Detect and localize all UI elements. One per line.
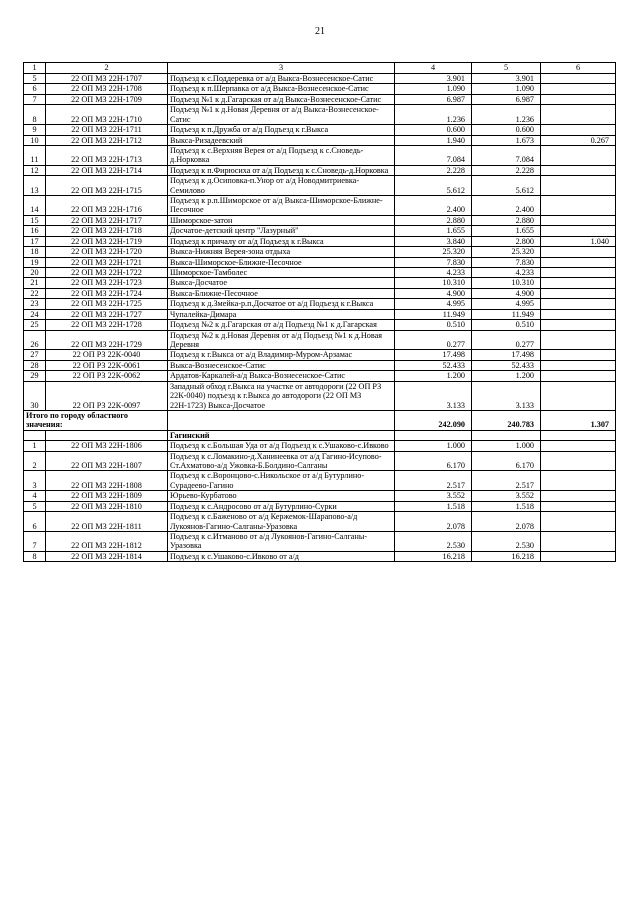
table-cell: 10 [24, 135, 46, 145]
table-cell: Выкса-Вознесенское-Сатис [168, 360, 395, 370]
table-cell: 22 ОП МЗ 22Н-1808 [46, 471, 168, 491]
table-cell: Юрьево-Курбатово [168, 491, 395, 501]
table-cell: 7 [24, 94, 46, 104]
table-cell: 2.800 [472, 236, 541, 246]
roads-table [23, 62, 616, 562]
table-row [24, 288, 616, 298]
table-cell: 26 [24, 330, 46, 350]
table-cell [541, 268, 616, 278]
section-row [24, 430, 616, 440]
table-cell: 22 ОП МЗ 22Н-1711 [46, 125, 168, 135]
table-cell: 4.233 [472, 268, 541, 278]
table-cell: 7 [24, 531, 46, 551]
table-cell: 4.900 [395, 288, 472, 298]
table-row [24, 531, 616, 551]
table-cell: 25.320 [472, 247, 541, 257]
table-cell: 0.600 [395, 125, 472, 135]
table-cell: 2.517 [472, 471, 541, 491]
table-cell: 2.517 [395, 471, 472, 491]
table-cell [541, 196, 616, 216]
table-cell: 0.600 [472, 125, 541, 135]
table-cell: 13 [24, 176, 46, 196]
table-cell [46, 430, 168, 440]
table-cell: Подъезд к с.Ломакино-д.Ханинеевка от а/д Гагино-Исупово-Ст.Ахматово-а/д Ужовка-Б.Болдино-Салганы [168, 451, 395, 471]
table-cell: 22 ОП МЗ 22Н-1707 [46, 74, 168, 84]
table-cell: 7.830 [395, 257, 472, 267]
table-cell [541, 350, 616, 360]
table-cell [541, 145, 616, 165]
table-cell [541, 381, 616, 410]
table-cell: Подъезд к с.Большая Уда от а/д Подъезд к с.Ушаково-с.Ивково [168, 441, 395, 451]
table-cell: Подъезд к д.Змейка-р.п.Досчатое от а/д Подъезд к г.Выкса [168, 299, 395, 309]
table-cell: 9 [24, 125, 46, 135]
table-cell: 24 [24, 309, 46, 319]
table-cell: 3.552 [472, 491, 541, 501]
table-row [24, 105, 616, 125]
table-cell: 3.901 [472, 74, 541, 84]
table-row [24, 84, 616, 94]
table-cell: 10.310 [395, 278, 472, 288]
table-row [24, 165, 616, 175]
table-cell: 6.170 [395, 451, 472, 471]
table-cell: 6.170 [472, 451, 541, 471]
table-cell [541, 471, 616, 491]
table-cell: 1.200 [395, 371, 472, 381]
table-cell: Подъезд к д.Осиповка-п.Унор от а/д Новодмитриевка-Семилово [168, 176, 395, 196]
table-cell: Подъезд к с.Итманово от а/д Лукоянов-Гагино-Салганы-Уразовка [168, 531, 395, 551]
table-cell: Выкса-Досчатое [168, 278, 395, 288]
table-row [24, 135, 616, 145]
table-cell [541, 371, 616, 381]
table-row [24, 125, 616, 135]
table-cell: 0.510 [472, 320, 541, 330]
table-row [24, 350, 616, 360]
table-cell: 22 ОП МЗ 22Н-1728 [46, 320, 168, 330]
table-cell: 17.498 [472, 350, 541, 360]
table-cell: 22 ОП МЗ 22Н-1814 [46, 551, 168, 561]
table-cell: Подъезд к причалу от а/д Подъезд к г.Выкса [168, 236, 395, 246]
table-cell: Шиморское-Тамболес [168, 268, 395, 278]
table-cell [541, 491, 616, 501]
table-cell: 29 [24, 371, 46, 381]
table-cell: Выкса-Нижняя Верея-зона отдыха [168, 247, 395, 257]
table-cell: 1.307 [541, 410, 616, 430]
table-cell: 22 ОП МЗ 22Н-1714 [46, 165, 168, 175]
table-cell: 2.228 [472, 165, 541, 175]
table-cell: 1.000 [472, 441, 541, 451]
table-cell: 22 ОП МЗ 22Н-1712 [46, 135, 168, 145]
table-cell: 6 [24, 84, 46, 94]
table-cell: 2.530 [472, 531, 541, 551]
table-cell [24, 430, 46, 440]
table-cell: 22 ОП МЗ 22Н-1727 [46, 309, 168, 319]
table-cell: 22 ОП МЗ 22Н-1809 [46, 491, 168, 501]
table-row [24, 268, 616, 278]
table-row [24, 371, 616, 381]
table-cell: 22 ОП МЗ 22Н-1721 [46, 257, 168, 267]
table-cell: Подъезд к г.Выкса от а/д Владимир-Муром-Арзамас [168, 350, 395, 360]
table-cell: 25 [24, 320, 46, 330]
table-cell: Подъезд №2 к д.Новая Деревня от а/д Подъезд №1 к д.Новая Деревня [168, 330, 395, 350]
table-cell: 22 ОП МЗ 22Н-1725 [46, 299, 168, 309]
table-row [24, 320, 616, 330]
table-cell: 22 ОП МЗ 22Н-1722 [46, 268, 168, 278]
table-row [24, 441, 616, 451]
table-cell [541, 226, 616, 236]
table-cell [541, 257, 616, 267]
table-cell: 4.900 [472, 288, 541, 298]
table-cell: 22 ОП МЗ 22Н-1710 [46, 105, 168, 125]
table-cell: 0.277 [472, 330, 541, 350]
table-cell: Западный обход г.Выкса на участке от автодороги (22 ОП РЗ 22К-0040) подъезд к г.Выкса до автодороги (22 ОП МЗ 22Н-1723) Выкса-Досчатое [168, 381, 395, 410]
table-cell: 22 ОП МЗ 22Н-1812 [46, 531, 168, 551]
table-cell: 0.267 [541, 135, 616, 145]
table-cell: 2.078 [472, 512, 541, 532]
table-cell [541, 165, 616, 175]
table-cell [541, 288, 616, 298]
table-cell [541, 176, 616, 196]
col-header: 2 [46, 63, 168, 74]
table-cell: 6.987 [395, 94, 472, 104]
table-cell [541, 330, 616, 350]
table-cell: 23 [24, 299, 46, 309]
table-cell: Подъезд к с.Андросово от а/д Бутурлино-Сурки [168, 501, 395, 511]
table-cell: 18 [24, 247, 46, 257]
table-cell: 3.133 [472, 381, 541, 410]
table-cell: 17.498 [395, 350, 472, 360]
table-cell: 4.995 [472, 299, 541, 309]
table-row [24, 215, 616, 225]
table-cell [541, 215, 616, 225]
table-cell: 11.949 [472, 309, 541, 319]
table-cell: Подъезд к с.Воронцово-с.Никольское от а/д Бутурлино-Сурадеево-Гагино [168, 471, 395, 491]
table-cell: 30 [24, 381, 46, 410]
section-title: Гагинский [168, 430, 395, 440]
table-cell: 8 [24, 551, 46, 561]
table-cell: 22 ОП МЗ 22Н-1723 [46, 278, 168, 288]
table-cell [541, 94, 616, 104]
table-cell: 16 [24, 226, 46, 236]
table-cell [541, 441, 616, 451]
table-cell: 1.673 [472, 135, 541, 145]
table-cell: 6.987 [472, 94, 541, 104]
table-row [24, 501, 616, 511]
table-cell: 25.320 [395, 247, 472, 257]
table-cell: 22 ОП РЗ 22К-0097 [46, 381, 168, 410]
table-cell: 22 ОП РЗ 22К-0062 [46, 371, 168, 381]
table-cell: 2.400 [472, 196, 541, 216]
table-cell: 21 [24, 278, 46, 288]
table-cell: 17 [24, 236, 46, 246]
table-cell [395, 430, 472, 440]
table-cell: 7.084 [395, 145, 472, 165]
table-cell: 22 ОП МЗ 22Н-1713 [46, 145, 168, 165]
table-cell: 7.084 [472, 145, 541, 165]
table-cell: 2.228 [395, 165, 472, 175]
header-row [24, 63, 616, 74]
table-cell: Подъезд к с.Баженово от а/д Кержемок-Шарапово-а/д Лукоянов-Гагино-Салганы-Уразовка [168, 512, 395, 532]
table-cell [541, 501, 616, 511]
table-cell: Подъезд к п.Фирюсиха от а/д Подъезд к с.Сноведь-д.Норковка [168, 165, 395, 175]
table-row [24, 226, 616, 236]
table-cell: 22 ОП МЗ 22Н-1718 [46, 226, 168, 236]
table-row [24, 257, 616, 267]
table-cell: 27 [24, 350, 46, 360]
total-row [24, 410, 616, 430]
table-row [24, 196, 616, 216]
table-cell: 22 ОП МЗ 22Н-1709 [46, 94, 168, 104]
table-row [24, 236, 616, 246]
table-cell: 20 [24, 268, 46, 278]
table-cell [541, 531, 616, 551]
page-number: 21 [315, 26, 325, 37]
table-cell: 1.236 [395, 105, 472, 125]
table-cell: 12 [24, 165, 46, 175]
table-cell: 6 [24, 512, 46, 532]
table-cell [541, 360, 616, 370]
table-cell: 1.940 [395, 135, 472, 145]
table-row [24, 145, 616, 165]
table-cell: 28 [24, 360, 46, 370]
table-cell: 5 [24, 501, 46, 511]
table-cell: 0.510 [395, 320, 472, 330]
table-cell: 1.518 [395, 501, 472, 511]
table-cell [541, 84, 616, 94]
table-row [24, 551, 616, 561]
table-row [24, 360, 616, 370]
table-cell: 2.400 [395, 196, 472, 216]
table-cell: Подъезд к с.Верхняя Верея от а/д Подъезд к с.Сноведь-д.Норковка [168, 145, 395, 165]
table-cell: Подъезд к п.Шерпавка от а/д Выкса-Вознесенское-Сатис [168, 84, 395, 94]
table-cell: 1.040 [541, 236, 616, 246]
table-row [24, 451, 616, 471]
table-cell: 2.880 [395, 215, 472, 225]
table-cell: 22 ОП МЗ 22Н-1715 [46, 176, 168, 196]
table-cell: 5.612 [395, 176, 472, 196]
table-cell [541, 74, 616, 84]
table-cell [541, 551, 616, 561]
table-cell [541, 320, 616, 330]
table-cell: 0.277 [395, 330, 472, 350]
table-cell: 16.218 [395, 551, 472, 561]
table-cell: Досчатое-детский центр "Лазурный" [168, 226, 395, 236]
table-cell: 11 [24, 145, 46, 165]
table-cell: 22 ОП МЗ 22Н-1708 [46, 84, 168, 94]
table-cell: 22 ОП МЗ 22Н-1719 [46, 236, 168, 246]
table-cell [541, 247, 616, 257]
table-cell: 1.518 [472, 501, 541, 511]
table-row [24, 176, 616, 196]
table-cell: 1.090 [472, 84, 541, 94]
table-cell: Подъезд к с.Ушаково-с.Ивково от а/д [168, 551, 395, 561]
table-row [24, 330, 616, 350]
table-row [24, 471, 616, 491]
table-cell: 3.133 [395, 381, 472, 410]
col-header: 6 [541, 63, 616, 74]
table-cell [541, 105, 616, 125]
table-cell: Подъезд к с.Поддеревка от а/д Выкса-Вознесенское-Сатис [168, 74, 395, 84]
table-cell: 2 [24, 451, 46, 471]
table-cell: 22 ОП МЗ 22Н-1720 [46, 247, 168, 257]
total-label: Итого по городу областного значения: [24, 410, 168, 430]
table-cell: 1.236 [472, 105, 541, 125]
table-cell: 5.612 [472, 176, 541, 196]
table-cell [168, 410, 395, 430]
table-row [24, 278, 616, 288]
table-cell: 22 ОП МЗ 22Н-1811 [46, 512, 168, 532]
col-header: 5 [472, 63, 541, 74]
table-cell [541, 299, 616, 309]
table-cell [541, 512, 616, 532]
table-cell: Выкса-Ризадеевский [168, 135, 395, 145]
col-header: 3 [168, 63, 395, 74]
table-cell: 4.233 [395, 268, 472, 278]
table-cell: 52.433 [472, 360, 541, 370]
table-cell: 1.090 [395, 84, 472, 94]
table-cell: 240.783 [472, 410, 541, 430]
col-header: 1 [24, 63, 46, 74]
table-cell: 7.830 [472, 257, 541, 267]
table-cell: 8 [24, 105, 46, 125]
table-row [24, 309, 616, 319]
table-cell: Шиморское-затон [168, 215, 395, 225]
table-cell [541, 125, 616, 135]
table-cell: 1.655 [472, 226, 541, 236]
table-row [24, 74, 616, 84]
table-cell: 22 ОП МЗ 22Н-1729 [46, 330, 168, 350]
table-cell: 2.880 [472, 215, 541, 225]
table-cell: 22 ОП МЗ 22Н-1807 [46, 451, 168, 471]
table-row [24, 491, 616, 501]
table-cell: Выкса-Шиморское-Ближне-Песочное [168, 257, 395, 267]
table-cell: 22 ОП МЗ 22Н-1716 [46, 196, 168, 216]
table-cell: Выкса-Ближне-Песочное [168, 288, 395, 298]
table-cell: 19 [24, 257, 46, 267]
table-cell: 1.655 [395, 226, 472, 236]
table-cell: Подъезд №2 к д.Гагарская от а/д Подъезд №1 к д.Гагарская [168, 320, 395, 330]
table-row [24, 512, 616, 532]
table-cell: Подъезд к р.п.Шиморское от а/д Выкса-Шиморское-Ближне-Песочное [168, 196, 395, 216]
table-cell: 1.200 [472, 371, 541, 381]
table-cell [541, 309, 616, 319]
table-cell: 10.310 [472, 278, 541, 288]
table-cell [541, 278, 616, 288]
table-cell: 1.000 [395, 441, 472, 451]
table-cell: Подъезд №1 к д.Новая Деревня от а/д Выкса-Вознесенское-Сатис [168, 105, 395, 125]
table-cell: Ардатов-Каркалей-а/д Выкса-Вознесенское-Сатис [168, 371, 395, 381]
table-cell: 14 [24, 196, 46, 216]
table-cell: 15 [24, 215, 46, 225]
table-cell: Подъезд №1 к д.Гагарская от а/д Выкса-Вознесенское-Сатис [168, 94, 395, 104]
table-cell: 4 [24, 491, 46, 501]
table-cell: 22 ОП РЗ 22К-0061 [46, 360, 168, 370]
table-row [24, 94, 616, 104]
table-cell: 5 [24, 74, 46, 84]
table-cell [541, 451, 616, 471]
table-cell: 11.949 [395, 309, 472, 319]
table-cell: 22 ОП МЗ 22Н-1806 [46, 441, 168, 451]
table-cell: 22 ОП РЗ 22К-0040 [46, 350, 168, 360]
table-cell: 22 [24, 288, 46, 298]
table-cell: 22 ОП МЗ 22Н-1724 [46, 288, 168, 298]
col-header: 4 [395, 63, 472, 74]
table-cell: 3.552 [395, 491, 472, 501]
table-row [24, 247, 616, 257]
table-cell: 1 [24, 441, 46, 451]
table-cell: 3.840 [395, 236, 472, 246]
table-cell [472, 430, 541, 440]
table-cell: 2.530 [395, 531, 472, 551]
table-row [24, 381, 616, 410]
table-cell: 3 [24, 471, 46, 491]
table-row [24, 299, 616, 309]
table-cell: 2.078 [395, 512, 472, 532]
table-cell [541, 430, 616, 440]
table-cell: 22 ОП МЗ 22Н-1810 [46, 501, 168, 511]
table-cell: 4.995 [395, 299, 472, 309]
table-cell: 3.901 [395, 74, 472, 84]
table-cell: Чупалейка-Димара [168, 309, 395, 319]
table-cell: 242.090 [395, 410, 472, 430]
table-cell: Подъезд к п.Дружба от а/д Подъезд к г.Выкса [168, 125, 395, 135]
table-cell: 22 ОП МЗ 22Н-1717 [46, 215, 168, 225]
table-cell: 52.433 [395, 360, 472, 370]
table-cell: 16.218 [472, 551, 541, 561]
